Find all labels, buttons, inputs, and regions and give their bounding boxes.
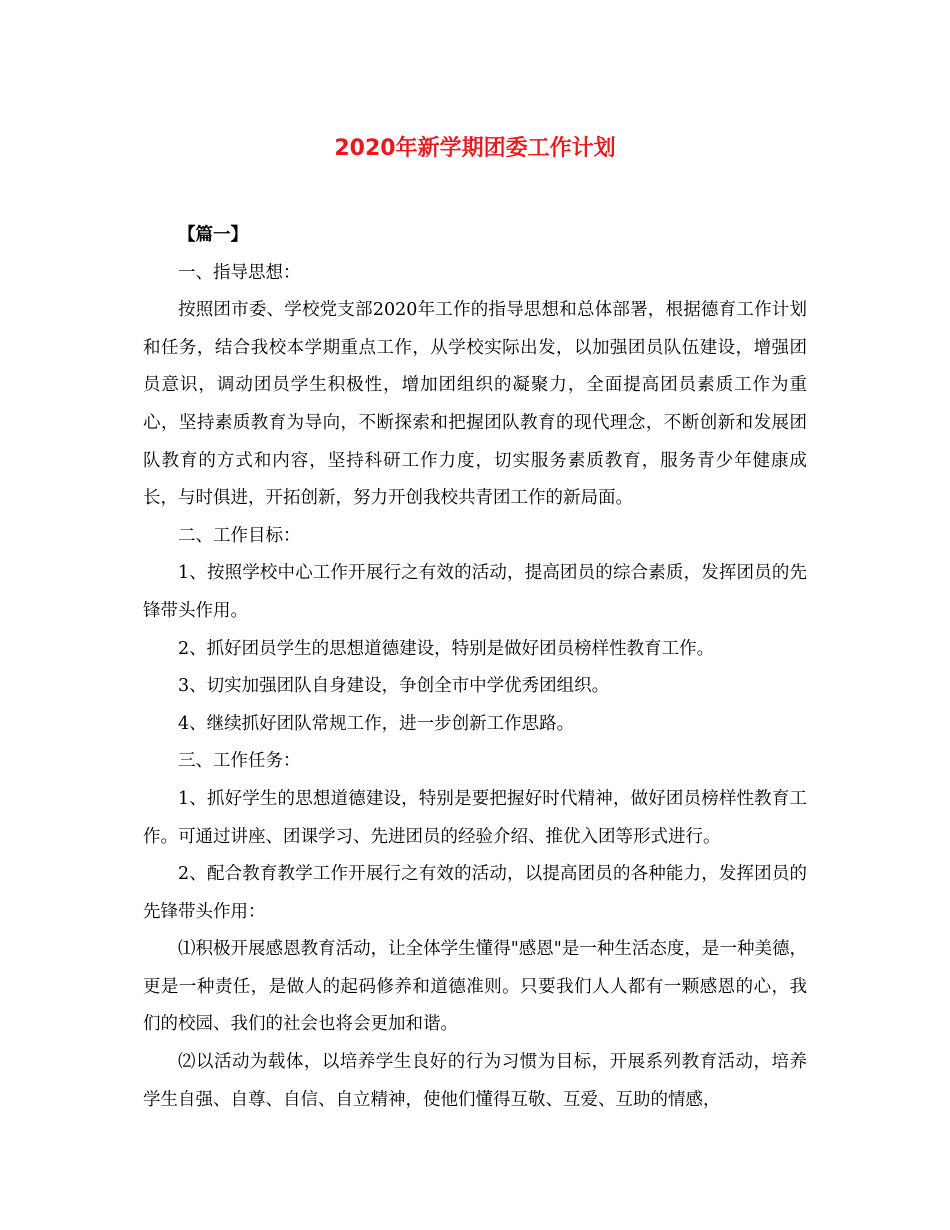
paragraph-goal-3: 3、切实加强团队自身建设，争创全市中学优秀团组织。 — [178, 676, 610, 697]
section-heading-work-goals: 二、工作目标： — [178, 525, 301, 546]
paragraph-task-1: 1、抓好学生的思想道德建设，特别是要把握好时代精神，做好团员榜样性教育工作。可通过讲座、团课学习、先进团员的经验介绍、推优入团等形式进行。 — [143, 788, 807, 847]
paragraph-guiding-ideology: 按照团市委、学校党支部2020年工作的指导思想和总体部署，根据德育工作计划和任务，结合我校本学期重点工作，从学校实际出发，以加强团员队伍建设，增强团员意识，调动团员学生积极性，增加团组织的凝聚力，全面提高团员素质工作为重心，坚持素质教育为导向，不断探索和把握团队教育的现代理念，不断创新和发展团队教育的方式和内容，坚持科研工作力度，切实服务素质教育，服务青少年健康成长，与时俱进，开拓创新，努力开创我校共青团工作的新局面。 — [143, 300, 807, 509]
section-heading-guiding-ideology: 一、指导思想： — [178, 262, 301, 283]
paragraph-goal-1: 1、按照学校中心工作开展行之有效的活动，提高团员的综合素质，发挥团员的先锋带头作用。 — [143, 563, 807, 621]
paragraph-task-2-item-2: ⑵以活动为载体，以培养学生良好的行为习惯为目标，开展系列教育活动，培养学生自强、自尊、自信、自立精神，使他们懂得互敬、互爱、互助的情感， — [143, 1052, 807, 1110]
document-body — [143, 217, 807, 1119]
section-marker: 【篇一】 — [178, 225, 248, 245]
document-title: 2020年新学期团委工作计划 — [334, 136, 616, 161]
paragraph-goal-4: 4、继续抓好团队常规工作，进一步创新工作思路。 — [178, 713, 575, 734]
paragraph-goal-2: 2、抓好团员学生的思想道德建设，特别是做好团员榜样性教育工作。 — [178, 638, 715, 659]
paragraph-task-2: 2、配合教育教学工作开展行之有效的活动，以提高团员的各种能力，发挥团员的先锋带头作用： — [143, 864, 807, 922]
paragraph-task-2-item-1: ⑴积极开展感恩教育活动，让全体学生懂得"感恩"是一种生活态度，是一种美德，更是一种责任，是做人的起码修养和道德准则。只要我们人人都有一颗感恩的心，我们的校园、我们的社会也将会更加和谐。 — [143, 939, 807, 1035]
section-heading-work-tasks: 三、工作任务： — [178, 751, 301, 772]
